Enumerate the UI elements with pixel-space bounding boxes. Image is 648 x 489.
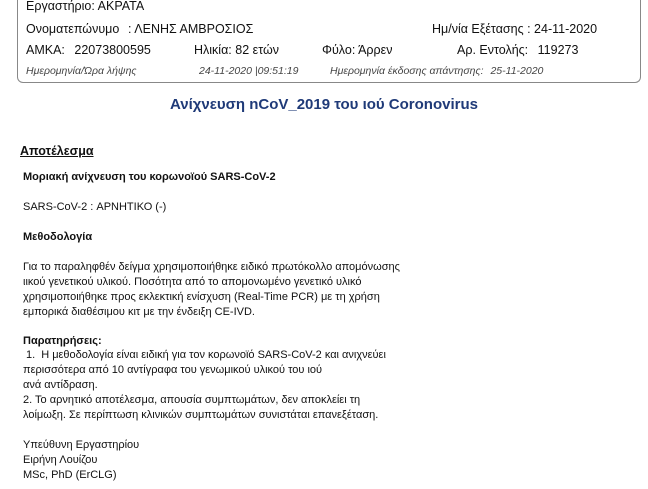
sex-label: Φύλο: (322, 43, 356, 57)
methodology-heading: Μεθοδολογία (23, 231, 93, 243)
remark-line: 2. Το αρνητικό αποτέλεσμα, απουσία συμπτωμάτων, δεν αποκλείει τη (23, 394, 361, 406)
methodology-line: ιικού γενετικού υλικού. Ποσότητα από το απομονωμένο γενετικό υλικό (23, 276, 362, 288)
order-value: 119273 (537, 43, 579, 57)
age-value: 82 ετών (235, 43, 279, 57)
remark-item-1-line (23, 348, 443, 363)
remark-item-1-text: Η μεθοδολογία είναι ειδική για τον κορωνοϊό SARS-CoV-2 και ανιχνεύει (41, 349, 386, 361)
issue-date-field (330, 65, 543, 77)
amka-field (26, 43, 151, 57)
signature-name: Ειρήνη Λουίζου (23, 454, 98, 466)
remark-line: λοίμωξη. Σε περίπτωση κλινικών συμπτωμάτων συνιστάται επανεξέταση. (23, 409, 379, 421)
age-field (194, 43, 279, 57)
remarks-text (23, 348, 443, 423)
issue-date-label: Ημερομηνία έκδοσης απάντησης: (330, 65, 484, 77)
exam-date-value: 24-11-2020 (534, 22, 598, 36)
name-value: ΛΕΝΗΣ ΑΜΒΡΟΣΙΟΣ (134, 22, 254, 36)
methodology-line: χρησιμοποιήθηκε προς εκλεκτική ενίσχυση (Real-Time PCR) με τη χρήση (23, 291, 380, 303)
sex-value: Άρρεν (358, 43, 393, 57)
methodology-line: εμπορικά διαθέσιμου κιτ με την ένδειξη CE-IVD. (23, 306, 255, 318)
lab-field (26, 0, 144, 13)
result-heading: Αποτέλεσμα (20, 144, 94, 158)
sample-time-value: 24-11-2020 |09:51:19 (199, 65, 299, 77)
signature-role: Υπεύθυνη Εργαστηρίου (23, 439, 140, 451)
order-field (457, 43, 578, 57)
lab-label: Εργαστήριο: (26, 0, 95, 13)
result-line: SARS-CoV-2 : ΑΡΝΗΤΙΚΟ (-) (23, 201, 167, 213)
order-label: Αρ. Εντολής: (457, 43, 529, 57)
sample-time-label: Ημερομηνία/Ώρα λήψης (26, 65, 137, 77)
sex-field (322, 43, 392, 57)
remarks-heading: Παρατηρήσεις: (23, 335, 102, 347)
exam-date-field: Ημ/νία Εξέτασης : 24-11-2020 (432, 22, 598, 36)
methodology-text (23, 260, 443, 320)
methodology-line: Για το παραληφθέν δείγμα χρησιμοποιήθηκε ειδικό πρωτόκολλο απομόνωσης (23, 261, 400, 273)
remark-item-1-number: 1. (26, 349, 36, 361)
remark-line: ανά αντίδραση. (23, 379, 98, 391)
amka-label: ΑΜΚΑ: (26, 43, 65, 57)
signature-block (23, 438, 139, 483)
signature-degrees: MSc, PhD (ErCLG) (23, 469, 117, 481)
remark-line: περισσότερα από 10 αντίγραφα του γενωμικού υλικού του ιού (23, 364, 323, 376)
name-label: Ονοματεπώνυμο (26, 22, 120, 36)
exam-date-label: Ημ/νία Εξέτασης (432, 22, 524, 36)
issue-date-value: 25-11-2020 (490, 65, 544, 77)
report-title: Ανίχνευση nCoV_2019 του ιού Coronovirus (170, 96, 478, 113)
result-subheading: Μοριακή ανίχνευση του κορωνοϊού SARS-CoV-2 (23, 171, 276, 183)
lab-value: ΑΚΡΑΤΑ (97, 0, 145, 13)
amka-value: 22073800595 (74, 43, 151, 57)
age-label: Ηλικία: (194, 43, 232, 57)
